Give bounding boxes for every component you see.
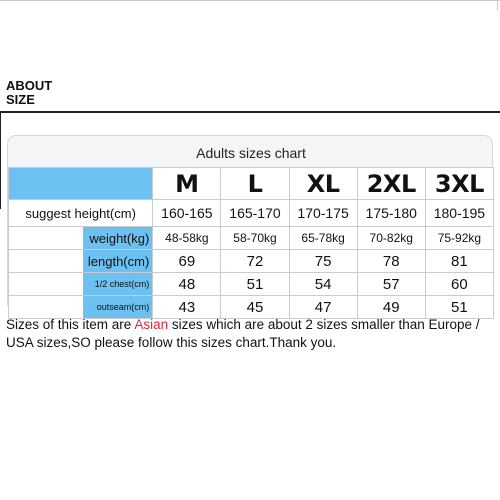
size-header-l: L bbox=[221, 168, 289, 200]
chart-title: Adults sizes chart bbox=[196, 145, 306, 161]
row-label-length: length(cm) bbox=[83, 250, 152, 272]
row-label-outseam: outseam(cm) bbox=[83, 296, 152, 318]
table-cell: 48-58kg bbox=[153, 227, 221, 250]
section-left-rule bbox=[0, 113, 1, 209]
table-cell: 78 bbox=[357, 250, 425, 273]
size-header-2xl: 2XL bbox=[357, 168, 425, 200]
table-cell: 170-175 bbox=[289, 200, 357, 227]
table-cell: 180-195 bbox=[425, 200, 493, 227]
table-row bbox=[9, 200, 494, 227]
table-cell: 65-78kg bbox=[289, 227, 357, 250]
table-cell: 51 bbox=[221, 273, 289, 296]
size-chart-card bbox=[7, 135, 493, 316]
table-cell: 45 bbox=[221, 296, 289, 319]
table-cell: 165-170 bbox=[221, 200, 289, 227]
size-note bbox=[6, 316, 496, 352]
table-cell: 58-70kg bbox=[221, 227, 289, 250]
table-row bbox=[9, 250, 494, 273]
table-row bbox=[9, 273, 494, 296]
row-label-height: suggest height(cm) bbox=[9, 200, 153, 227]
note-text-after: sizes which are about 2 sizes smaller than Europe / USA sizes,SO please follow this sizes chart.Thank you. bbox=[6, 317, 480, 350]
table-row bbox=[9, 227, 494, 250]
table-cell: 51 bbox=[425, 296, 493, 319]
size-table bbox=[8, 167, 494, 319]
note-text-before: Sizes of this item are bbox=[6, 317, 135, 332]
table-cell: 81 bbox=[425, 250, 493, 273]
size-header-m: M bbox=[153, 168, 221, 200]
row-label-chest: 1/2 chest(cm) bbox=[83, 273, 152, 295]
table-cell: 72 bbox=[221, 250, 289, 273]
section-divider bbox=[0, 111, 500, 113]
table-cell: 75 bbox=[289, 250, 357, 273]
table-cell: 48 bbox=[153, 273, 221, 296]
table-cell: 75-92kg bbox=[425, 227, 493, 250]
table-cell: 57 bbox=[357, 273, 425, 296]
table-cell: 69 bbox=[153, 250, 221, 273]
right-border-tick bbox=[497, 0, 498, 10]
table-cell: 49 bbox=[357, 296, 425, 319]
header-corner bbox=[9, 168, 153, 200]
size-header-row bbox=[9, 168, 494, 200]
row-label-weight: weight(kg) bbox=[83, 227, 152, 249]
size-header-3xl: 3XL bbox=[425, 168, 493, 200]
table-cell: 70-82kg bbox=[357, 227, 425, 250]
table-cell: 160-165 bbox=[153, 200, 221, 227]
table-cell: 43 bbox=[153, 296, 221, 319]
table-cell: 60 bbox=[425, 273, 493, 296]
size-header-xl: XL bbox=[289, 168, 357, 200]
table-cell: 175-180 bbox=[357, 200, 425, 227]
note-highlight: Asian bbox=[134, 317, 169, 332]
section-title: ABOUT SIZE bbox=[6, 78, 53, 107]
top-border bbox=[0, 0, 500, 1]
table-cell: 47 bbox=[289, 296, 357, 319]
table-cell: 54 bbox=[289, 273, 357, 296]
